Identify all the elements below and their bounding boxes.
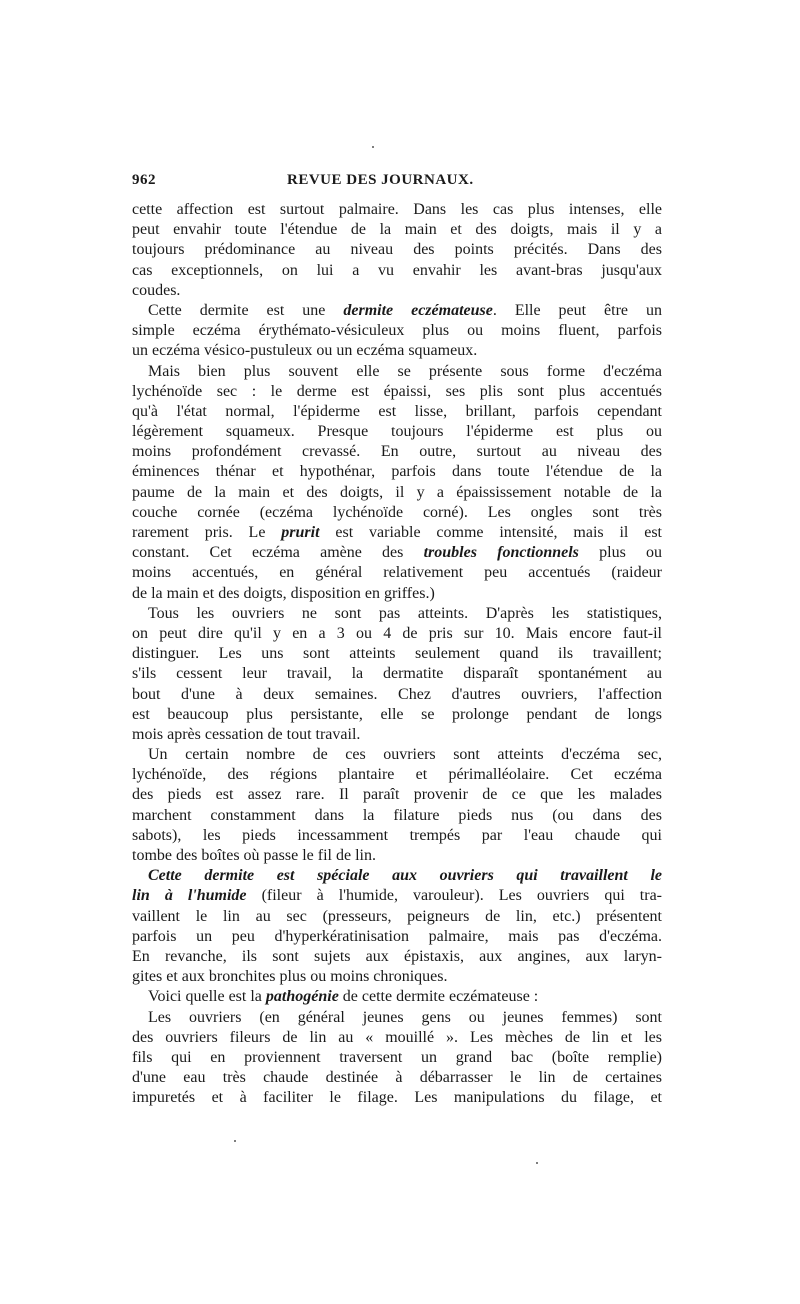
text-line xyxy=(132,866,662,886)
text-line xyxy=(132,281,662,301)
text-line xyxy=(132,422,662,442)
italic-term: prurit xyxy=(281,524,320,541)
text-line xyxy=(132,826,662,846)
text-line xyxy=(132,987,662,1007)
text-line xyxy=(132,240,662,260)
text-run: Cette dermite est une xyxy=(148,301,344,319)
text-run: Tous les ouvriers ne sont pas atteints. D'après les statistiques, xyxy=(148,604,662,622)
text-run: bout d'une à deux semaines. Chez d'autres ouvriers, l'affection xyxy=(132,685,662,703)
text-run: mois après cessation de tout travail. xyxy=(132,725,361,743)
text-run: éminences thénar et hypothénar, parfois dans toute l'étendue de la xyxy=(132,463,662,481)
text-run: est beaucoup plus persistante, elle se prolonge pendant de longs xyxy=(132,705,662,723)
text-line xyxy=(132,604,662,624)
text-line xyxy=(132,442,662,462)
text-run: simple eczéma érythémato-vésiculeux plus ou moins fluent, parfois xyxy=(132,322,662,340)
text-run: Voici quelle est la xyxy=(148,988,266,1006)
text-line xyxy=(132,1068,662,1088)
text-line xyxy=(132,947,662,967)
text-run: de cette dermite eczémateuse : xyxy=(338,988,539,1006)
text-line xyxy=(132,543,662,563)
text-line xyxy=(132,301,662,321)
text-run: coudes. xyxy=(132,281,181,299)
text-run: rarement pris. Le xyxy=(132,524,282,541)
text-line xyxy=(132,382,662,402)
text-run: peut envahir toute l'étendue de la main et des doigts, mais il y a xyxy=(132,221,662,239)
text-line xyxy=(132,745,662,765)
text-run: paume de la main et des doigts, il y a épaississement notable de la xyxy=(132,483,662,501)
text-line xyxy=(132,483,662,503)
text-line xyxy=(132,200,662,220)
italic-term: troubles fonctionnels xyxy=(423,544,579,562)
text-line xyxy=(132,907,662,927)
text-line xyxy=(132,261,662,281)
text-run: s'ils cessent leur travail, la dermatite disparaît spontanément au xyxy=(132,665,662,683)
text-line xyxy=(132,584,662,604)
text-run: Mais bien plus souvent elle se présente sous forme d'eczéma xyxy=(148,362,662,380)
page-header xyxy=(132,172,662,194)
text-line xyxy=(132,341,662,361)
text-line xyxy=(132,685,662,705)
italic-term: pathogénie xyxy=(265,988,339,1006)
text-run: marchent constamment dans la filature pieds nus (ou dans des xyxy=(132,806,662,824)
text-line xyxy=(132,563,662,583)
running-title: REVUE DES JOURNAUX. xyxy=(287,172,474,188)
text-line xyxy=(132,967,662,987)
text-line xyxy=(132,523,662,543)
text-run: parfois un peu d'hyperkératinisation palmaire, mais pas d'eczéma. xyxy=(132,927,662,945)
text-run: cas exceptionnels, on lui a vu envahir les avant-bras jusqu'aux xyxy=(132,261,662,279)
text-run: cette affection est surtout palmaire. Dans les cas plus intenses, elle xyxy=(132,201,662,218)
text-line xyxy=(132,927,662,947)
text-line xyxy=(132,664,662,684)
page-number: 962 xyxy=(132,172,156,188)
text-line xyxy=(132,462,662,482)
text-run: En revanche, ils sont sujets aux épistaxis, aux angines, aux laryn- xyxy=(132,947,662,965)
text-line xyxy=(132,1028,662,1048)
text-run: distinguer. Les uns sont atteints seulement quand ils travaillent; xyxy=(132,645,662,663)
text-run: d'une eau très chaude destinée à débarrasser le lin de certaines xyxy=(132,1069,662,1087)
print-speck xyxy=(536,1162,538,1164)
text-run: (fileur à l'humide, varouleur). Les ouvriers qui tra- xyxy=(246,887,662,905)
italic-term: lin à l'humide xyxy=(132,887,247,905)
text-line xyxy=(132,362,662,382)
text-run: légèrement squameux. Presque toujours l'épiderme est plus ou xyxy=(132,423,662,441)
text-run: gites et aux bronchites plus ou moins chroniques. xyxy=(132,968,448,986)
text-line xyxy=(132,765,662,785)
text-run: des ouvriers fileurs de lin au « mouillé ». Les mèches de lin et les xyxy=(132,1028,662,1046)
text-line xyxy=(132,725,662,745)
text-run: on peut dire qu'il y en a 3 ou 4 de pris sur 10. Mais encore faut-il xyxy=(132,624,662,642)
text-run: Les ouvriers (en général jeunes gens ou jeunes femmes) sont xyxy=(148,1008,662,1026)
text-run: toujours prédominance au niveau des points précités. Dans des xyxy=(132,241,662,259)
text-run: de la main et des doigts, disposition en griffes.) xyxy=(132,584,435,602)
text-line xyxy=(132,220,662,240)
text-line xyxy=(132,846,662,866)
text-run: vaillent le lin au sec (presseurs, peigneurs de lin, etc.) présentent xyxy=(132,907,662,925)
text-run: couche cornée (eczéma lychénoïde corné). Les ongles sont très xyxy=(132,503,662,521)
print-speck xyxy=(234,1140,236,1142)
text-run: fils qui en proviennent traversent un grand bac (boîte remplie) xyxy=(132,1048,662,1066)
text-run: moins accentués, en général relativement peu accentués (raideur xyxy=(132,564,662,582)
text-line xyxy=(132,644,662,664)
text-line xyxy=(132,705,662,725)
text-line xyxy=(132,886,662,906)
text-run: lychénoïde sec : le derme est épaissi, ses plis sont plus accentués xyxy=(132,382,662,400)
text-run: . Elle peut être un xyxy=(492,301,663,319)
text-line xyxy=(132,321,662,341)
text-line xyxy=(132,1088,662,1108)
text-run: impuretés et à faciliter le filage. Les manipulations du filage, et xyxy=(132,1089,662,1107)
text-line xyxy=(132,1008,662,1028)
text-run: plus ou xyxy=(578,544,662,562)
text-line xyxy=(132,806,662,826)
text-run: constant. Cet eczéma amène des xyxy=(132,544,424,562)
text-line xyxy=(132,1048,662,1068)
italic-term: dermite eczémateuse xyxy=(343,301,493,319)
text-run: est variable comme intensité, mais il est xyxy=(319,524,663,541)
text-run: sabots), les pieds incessamment trempés par l'eau chaude qui xyxy=(132,826,662,844)
text-line xyxy=(132,503,662,523)
text-run: un eczéma vésico-pustuleux ou un eczéma squameux. xyxy=(132,342,478,360)
text-line xyxy=(132,785,662,805)
print-speck xyxy=(372,146,374,148)
italic-term: Cette dermite est spéciale aux ouvriers qui travaillent le xyxy=(148,867,662,885)
text-run: lychénoïde, des régions plantaire et périmalléolaire. Cet eczéma xyxy=(132,766,662,784)
text-run: qu'à l'état normal, l'épiderme est lisse, brillant, parfois cependant xyxy=(132,402,662,420)
body-text xyxy=(132,200,662,1108)
text-run: moins profondément crevassé. En outre, surtout au niveau des xyxy=(132,443,662,461)
text-run: tombe des boîtes où passe le fil de lin. xyxy=(132,847,376,864)
text-line xyxy=(132,402,662,422)
text-run: des pieds est assez rare. Il paraît provenir de ce que les malades xyxy=(132,786,662,804)
text-run: Un certain nombre de ces ouvriers sont atteints d'eczéma sec, xyxy=(148,746,662,764)
text-line xyxy=(132,624,662,644)
